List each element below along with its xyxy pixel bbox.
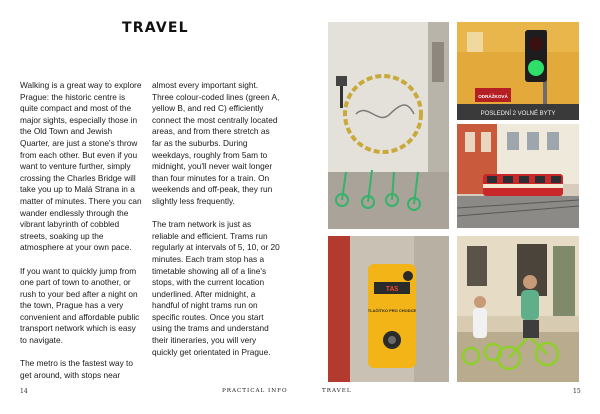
paragraph: Walking is a great way to explore Prague: the historic centre is quite compact and most of the major sights, especially those in the Old Town and Jewish Quarter, are just a stone's throw from each other. But even if you want to venture further, simply crossing the Charles Bridge will take you up to Malá Strana in a matter of minutes. There you can wander endlessly through the vibrant labyrinth of cobbled streets, soaking up the atmosphere at your own pace. <box>20 80 142 253</box>
photo-cyclists <box>457 236 579 382</box>
photo-street-art-bikes <box>328 22 449 229</box>
running-head-left: PRACTICAL INFO <box>222 388 288 394</box>
street-sign-text: ODRÁŽKOVÁ <box>478 94 508 99</box>
paragraph: The tram network is just as reliable and efficient. Trams run regularly at intervals of 5, 10, or 20 minutes. Each tram stop has a timetable showing all of a line's stops, with the current location underlined. After midnight, a handful of night trams run on specific routes. Once you start using the trams and understand their itineraries, you will very quickly get orientated in Prague. <box>152 219 280 357</box>
button-label-text: TLAČÍTKO PRO CHODCE <box>367 308 417 313</box>
photo-tram <box>457 124 579 228</box>
text-column-2 <box>152 80 280 370</box>
paragraph: If you want to quickly jump from one part of town to another, or rush to your bed after a night on the town, Prague has a very convenient and affordable public transport network which is easy to navigate. <box>20 265 140 346</box>
photo-traffic-light <box>457 22 579 120</box>
running-head-right: TRAVEL <box>322 388 352 394</box>
photo-crossing-button <box>328 236 449 382</box>
paragraph: almost every important sight. Three colour-coded lines (green A, yellow B, and red C) efficiently connect the most centrally located areas, and from there stretch as far as the suburbs. During weekdays, roughly from 5am to midnight, you'll never wait longer than four minutes for a train. On weekends and off-peak, they run slightly less frequently. <box>152 80 280 206</box>
page-number-right: 15 <box>573 388 581 395</box>
button-display-text: TAS <box>385 286 399 294</box>
page-heading: TRAVEL <box>122 20 189 36</box>
page-number-left: 14 <box>20 388 28 395</box>
text-column-1 <box>20 80 142 393</box>
paragraph: The metro is the fastest way to get around, with stops near <box>20 358 133 380</box>
banner-text: POSLEDNÍ 2 VOLNÉ BYTY <box>480 111 556 117</box>
